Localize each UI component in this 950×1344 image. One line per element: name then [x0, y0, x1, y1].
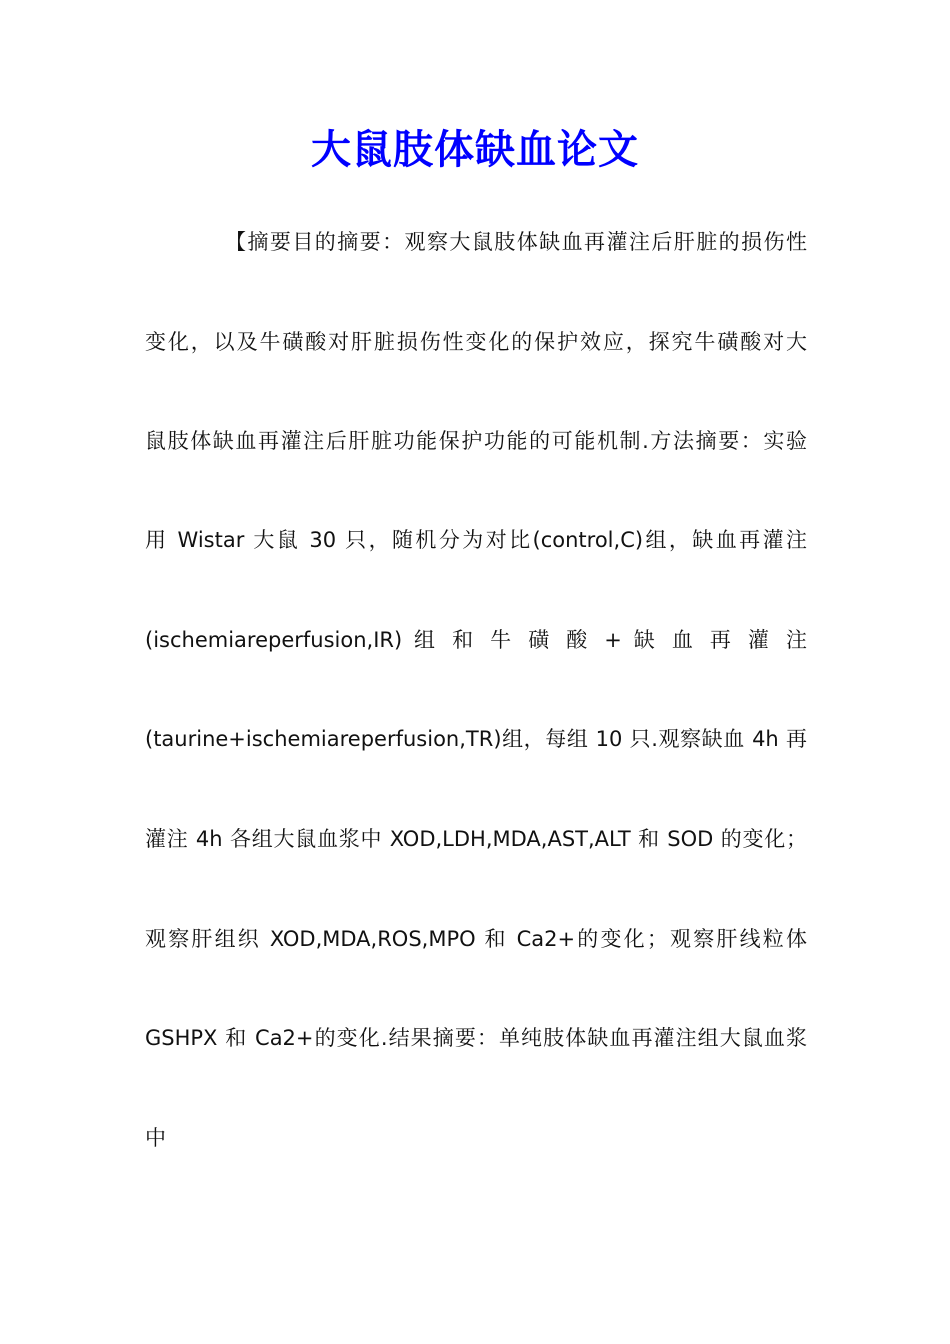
text-line: (taurine+ischemiareperfusion,TR)组，每组 10 只.观察缺血 4h 再: [145, 727, 807, 751]
abstract-body: [145, 222, 807, 1162]
text-line: 用 Wistar 大鼠 30 只，随机分为对比(control,C)组，缺血再灌注: [145, 528, 807, 552]
text-line: 【摘要目的摘要：观察大鼠肢体缺血再灌注后肝脏的损伤性: [225, 230, 807, 254]
text-line: 鼠肢体缺血再灌注后肝脏功能保护功能的可能机制.方法摘要：实验: [145, 429, 807, 453]
text-line: 灌注 4h 各组大鼠血浆中 XOD,LDH,MDA,AST,ALT 和 SOD 的变化；: [145, 827, 807, 851]
text-line: GSHPX 和 Ca2+的变化.结果摘要：单纯肢体缺血再灌注组大鼠血浆: [145, 1026, 807, 1050]
text-line: (ischemiareperfusion,IR) 组 和 牛 磺 酸 + 缺 血 再 灌 注: [145, 628, 807, 652]
document-title: 大鼠肢体缺血论文: [311, 126, 639, 173]
text-line: 观察肝组织 XOD,MDA,ROS,MPO 和 Ca2+的变化；观察肝线粒体: [145, 927, 807, 951]
text-line: 变化，以及牛磺酸对肝脏损伤性变化的保护效应，探究牛磺酸对大: [145, 330, 807, 354]
text-line: 中: [145, 1126, 166, 1150]
